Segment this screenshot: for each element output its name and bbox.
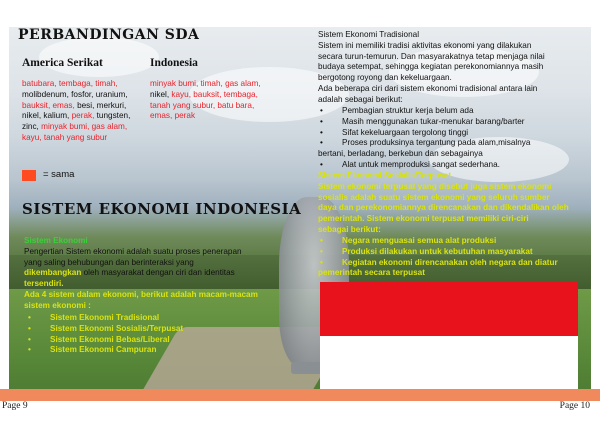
page-title: PERBANDINGAN SDA	[18, 27, 200, 43]
socialist-section: Sistem Ekonomi Sosialis/Terpusat Sistem ekonomi terpusat yang disebut juga sistem ekonomi sosialis adalah suatu sistem ekonomi yang seluruh sumber daya dan perekonomiannya direncanakan dan dikendalikan oleh pemerintah. Sistem ekonomi terpusat memiliki ciri-ciri sebagai berikut:	[318, 171, 569, 234]
economy-types-list	[26, 313, 276, 356]
socialist-list-cont: pemerintah secara terpusat	[318, 268, 425, 277]
col-id-heading: Indonesia	[150, 57, 198, 69]
section-title: SISTEM EKONOMI INDONESIA	[22, 200, 302, 218]
list-item: • Alat untuk memproduksi sangat sederhana.	[318, 160, 588, 171]
legend-swatch	[22, 170, 36, 181]
traditional-list-cont: bertani, berladang, berkebun dan sebagainya	[318, 149, 483, 158]
page-number-left: Page 9	[2, 401, 28, 411]
list-item: • Sistem Ekonomi Bebas/Liberal	[26, 335, 276, 346]
traditional-section: Sistem Ekonomi Tradisional Sistem ini memiliki tradisi aktivitas ekonomi yang dilakukan secara turun-temurun. Dan masyarakatnya tetap menjaga nilai budaya setempat, sehingga kegiatan perekonomiannya masih bergotong royong dan kekeluargaan. Ada beberapa ciri dari sistem ekonomi tradisional antara lain adalah sebagai berikut:	[318, 30, 545, 104]
list-item: • Sistem Ekonomi Campuran	[26, 345, 276, 356]
indonesia-flag	[320, 282, 578, 390]
footer-bar	[0, 389, 600, 401]
socialist-list	[318, 236, 590, 268]
list-item: • Sifat kekeluargaan tergolong tinggi	[318, 128, 588, 139]
list-item: • Proses produksinya tergantung pada alam,misalnya	[318, 138, 588, 149]
flag-red-band	[320, 282, 578, 336]
page-number-right: Page 10	[559, 401, 590, 411]
list-item: • Sistem Ekonomi Tradisional	[26, 313, 276, 324]
list-item: • Negara menguasai semua alat produksi	[318, 236, 590, 247]
list-item: • Produksi dilakukan untuk kebutuhan masyarakat	[318, 247, 590, 258]
list-item: • Masih menggunakan tukar-menukar barang/barter	[318, 117, 588, 128]
col-us-heading: America Serikat	[22, 57, 103, 69]
traditional-list	[318, 106, 588, 149]
list-item: • Kegiatan ekonomi direncanakan oleh negara dan diatur	[318, 258, 590, 269]
flag-white-band	[320, 336, 578, 390]
col-id-text: minyak bumi, timah, gas alam, nikel, kayu, bauksit, tembaga, tanah yang subur, batu bara, emas, perak	[150, 79, 261, 121]
intro-text: Sistem Ekonomi Pengertian Sistem ekonomi adalah suatu proses penerapan yang saling behubungan dan berinteraksi yang dikembangkan oleh masyarakat dengan ciri dan identitas tersendiri. Ada 4 sistem dalam ekonomi, berikut adalah macam-macam sistem ekonomi :	[24, 236, 258, 310]
traditional-list-2	[318, 160, 588, 171]
list-item: • Pembagian struktur kerja belum ada	[318, 106, 588, 117]
list-item: • Sistem Ekonomi Sosialis/Terpusat	[26, 324, 276, 335]
col-us-text: batubara, tembaga, timah, molibdenum, fosfor, uranium, bauksit, emas, besi, merkuri, nikel, kalium, perak, tungsten, zinc, minyak bumi, gas alam, kayu, tanah yang subur	[22, 79, 131, 142]
legend-label: = sama	[43, 169, 75, 180]
